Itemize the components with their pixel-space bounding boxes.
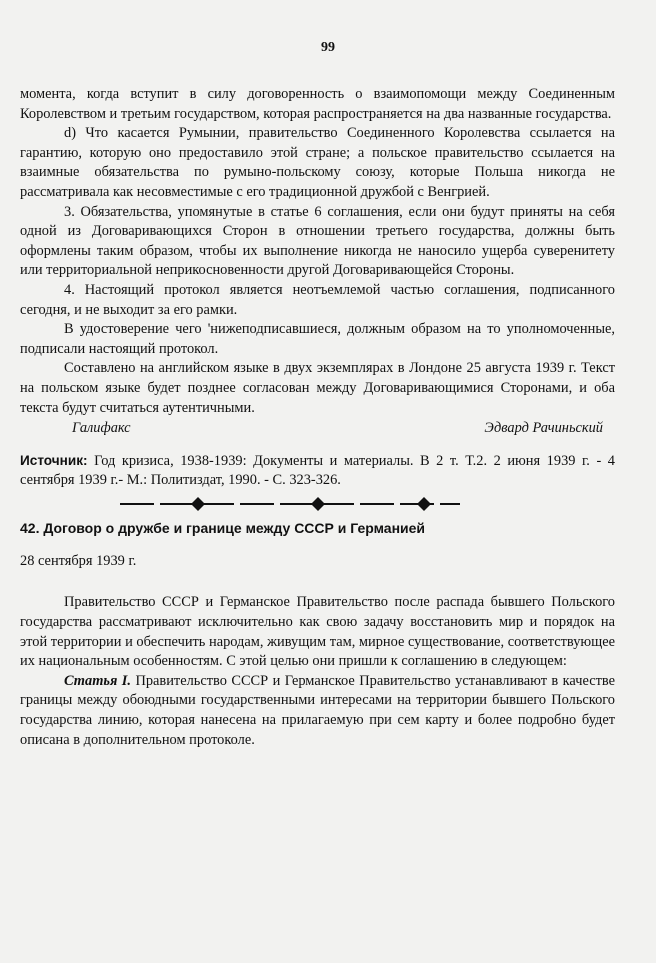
section-divider <box>20 495 615 513</box>
article-label: Статья I. <box>64 672 132 689</box>
paragraph: d) Что касается Румынии, правительство Соединенного Королевства ссылается на гарантию, которую оно предоставило этой стране; а польское правительство ссылается на взаимные обязательства по румыно-польскому союзу, которые Польша никогда не рассматривала как несовместимые с его традиционной дружбой с Венгрией. <box>20 125 615 200</box>
source-citation <box>20 451 615 491</box>
paragraph: 3. Обязательства, упомянутые в статье 6 соглашения, если они будут приняты на себя одной из Договаривающихся Сторон в отношении третьего государства, должны быть оформлены таким образом, чтобы их выполнение никогда не наносило ущерба суверенитету или территориальной неприкосновенности другой Договаривающейся Стороны. <box>20 203 615 279</box>
section-date: 28 сентября 1939 г. <box>20 552 137 569</box>
paragraph: Составлено на английском языке в двух экземплярах в Лондоне 25 августа 1939 г. Текст на польском языке будет позднее согласован между Договаривающимися Сторонами, и оба текста будут считаться аутентичными. <box>20 360 615 416</box>
diamond-divider-icon <box>120 495 460 513</box>
paragraph: момента, когда вступит в силу договоренность о взаимопомощи между Соединенным Королевством и третьим государством, которая распространяется на два названные государства. <box>20 86 615 122</box>
article-text: Правительство СССР и Германское Правительство устанавливают в качестве границы между обоюдными государственными интересами на территории бывшего Польского государства линию, которая нанесена на прилагаемую при сем карту и более подробно будет описана в дополнительном протоколе. <box>20 672 616 748</box>
section-heading: 42. Договор о дружбе и границе между СССР и Германией <box>20 519 426 536</box>
page-number: 99 <box>321 40 335 55</box>
signatures <box>20 419 615 439</box>
paragraph: В удостоверение чего 'нижеподписавшиеся, должным образом на то уполномоченные, подписали настоящий протокол. <box>20 321 615 357</box>
page-content <box>20 85 615 750</box>
signature-left: Галифакс <box>72 420 131 437</box>
signature-right: Эдвард Рачиньский <box>484 420 603 437</box>
article-paragraph <box>20 672 615 750</box>
paragraph: Правительство СССР и Германское Правительство после распада бывшего Польского государства рассматривают исключительно как свою задачу восстановить мир и порядок на этой территории и обеспечить народам, живущим там, мирное существование, соответствующее их национальным особенностям. С этой целью они пришли к соглашению в следующем: <box>20 594 615 670</box>
source-text: Год кризиса, 1938-1939: Документы и материалы. В 2 т. Т.2. 2 июня 1939 г. - 4 сентября 1939 г.- М.: Политиздат, 1990. - С. 323-326. <box>20 452 615 489</box>
paragraph: 4. Настоящий протокол является неотъемлемой частью соглашения, подписанного сегодня, и не выходит за его рамки. <box>20 281 615 318</box>
source-label: Источник: <box>20 452 88 468</box>
